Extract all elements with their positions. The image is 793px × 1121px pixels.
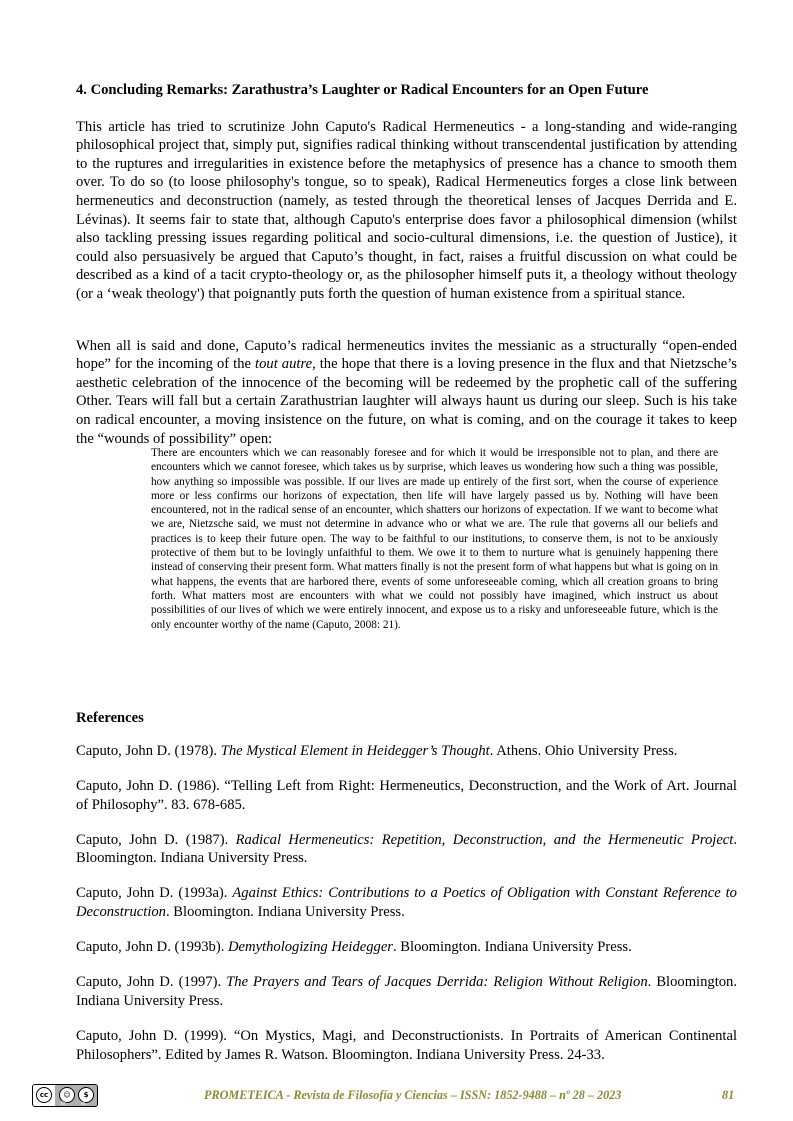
paragraph-text: , the hope that there is a loving presence in the flux and that Nietzsche’s aesthetic celebration of the innocence of the becoming will be redeemed by the prophetic call of the suffering Other. Tears will fall but a certain Zarathustrian laughter will always haunt us during our sleep. Such is his take on radical encounter, a moving insistence on the future, on what is coming, and on the courage it takes to keep the “wounds of possibility” open:	[76, 356, 737, 447]
reference-item	[76, 742, 737, 761]
references-list	[76, 742, 737, 1081]
reference-item	[76, 973, 737, 1010]
page-footer	[0, 1080, 793, 1110]
creative-commons-license-badge[interactable]	[32, 1084, 98, 1107]
paragraph-text: When all is said and done, Caputo’s radical hermeneutics invites the messianic as a structurally “open-ended hope” for the incoming of the	[76, 337, 737, 373]
cc-logo-icon: cc	[36, 1087, 52, 1103]
reference-text: Caputo, John D. (1978).	[76, 743, 221, 759]
reference-item	[76, 777, 737, 814]
reference-title: Against Ethics: Contributions to a Poetics of Obligation with Constant Reference to Deconstruction	[76, 885, 737, 921]
reference-text: . Bloomington. Indiana University Press.	[165, 904, 405, 921]
reference-item	[76, 1027, 737, 1064]
reference-title: Demythologizing Heidegger	[228, 939, 393, 956]
reference-item	[76, 938, 737, 957]
reference-text: Caputo, John D. (1987).	[76, 831, 236, 848]
reference-text: Caputo, John D. (1993a).	[76, 885, 233, 902]
section-heading: 4. Concluding Remarks: Zarathustra’s Laughter or Radical Encounters for an Open Future	[76, 82, 649, 99]
reference-text: . Athens. Ohio University Press.	[489, 743, 678, 759]
italic-term: tout autre	[255, 356, 313, 373]
reference-text: Caputo, John D. (1993b).	[76, 939, 229, 956]
reference-title: The Mystical Element in Heidegger’s Thought	[220, 743, 490, 759]
noncommercial-dollar-icon: $	[78, 1087, 94, 1103]
paragraph-intro: This article has tried to scrutinize John Caputo's Radical Hermeneutics - a long-standing and wide-ranging philosophical project that, simply put, signifies radical thinking without transcendental justification by attending to the ruptures and irregularities in existence before the metaphysics of presence has a chance to smooth them over. To do so (to loose philosophy's tongue, so to speak), Radical Hermeneutics forges a close link between hermeneutics and deconstruction (namely, as tested through the theoretical lenses of Jacques Derrida and E. Lévinas). It seems fair to state that, although Caputo's enterprise does favor a philosophical dimension (whilst also tackling pressing issues regarding political and socio-cultural dimensions, i.e. the question of Justice), it could also persuasively be argued that Caputo’s thought, in fact, raises a fruitful discussion on what could be described as a kind of a tacit crypto-theology or, as the philosopher himself puts it, a theology without theology (or a ‘weak theology') that poignantly puts forth the question of human existence from a spiritual stance.	[76, 118, 737, 302]
reference-item	[76, 831, 737, 868]
block-quote: There are encounters which we can reasonably foresee and for which it would be irresponsible not to plan, and there are encounters which we cannot foresee, which takes us by surprise, which leaves us wondering how such a thing was possible, how anything so impossible was possible. If our lives are made up entirely of the first sort, when the course of experience more or less confirms our horizons of expectation, then life will have largely passed us by. Nothing will have been encountered, not in the radical sense of an encounter, which shatters our horizons of expectation. If we want to become what we are, Nietzsche said, we must not determine in advance who or what we are. The rule that governs all our beliefs and practices is to keep their future open. The way to be faithful to our institutions, to conserve them, is not to be anxiously protective of them but to be lovingly unfaithful to them. We owe it to them to nurture what is genuinely happening there instead of conserving their present form. What matters finally is not the present form of what happens but what is going on in what happens, the events that are harbored there, events of some unforeseeable coming, which all creation groans to bring forth. What matters most are encounters with what we could not possibly have imagined, which instruct us about possibilities of our lives of which we were entirely innocent, and expose us to a risky and unforeseeable future, which is the only encounter worthy of the name (Caputo, 2008: 21).	[151, 447, 718, 631]
reference-text: . Bloomington. Indiana University Press.	[392, 939, 632, 956]
references-heading: References	[76, 710, 144, 726]
attribution-person-icon: ☺	[59, 1087, 75, 1103]
cc-nc-label: NC	[81, 1101, 87, 1106]
reference-text: . Bloomington. Indiana University Press.	[76, 974, 737, 1009]
cc-by-label: BY	[61, 1101, 66, 1106]
reference-title: The Prayers and Tears of Jacques Derrida: Religion Without Religion	[226, 974, 648, 991]
reference-text: . Bloomington. Indiana University Press.	[76, 831, 737, 867]
reference-title: Radical Hermeneutics: Repetition, Deconstruction, and the Hermeneutic Project	[235, 831, 734, 848]
paragraph-messianic	[76, 337, 737, 449]
reference-text: Caputo, John D. (1999). “On Mystics, Magi, and Deconstructionists. In Portraits of American Continental Philosophers”. Edited by James R. Watson. Bloomington. Indiana University Press. 24-33.	[76, 1027, 737, 1063]
page-number: 81	[722, 1088, 735, 1102]
reference-text: Caputo, John D. (1986). “Telling Left from Right: Hermeneutics, Deconstruction, and the Work of Art. Journal of Philosophy”. 83. 678-685.	[76, 778, 737, 813]
reference-item	[76, 884, 737, 921]
journal-citation: PROMETEICA - Revista de Filosofía y Ciencias – ISSN: 1852-9488 – nº 28 – 2023	[204, 1088, 622, 1102]
reference-text: Caputo, John D. (1997).	[76, 974, 227, 991]
